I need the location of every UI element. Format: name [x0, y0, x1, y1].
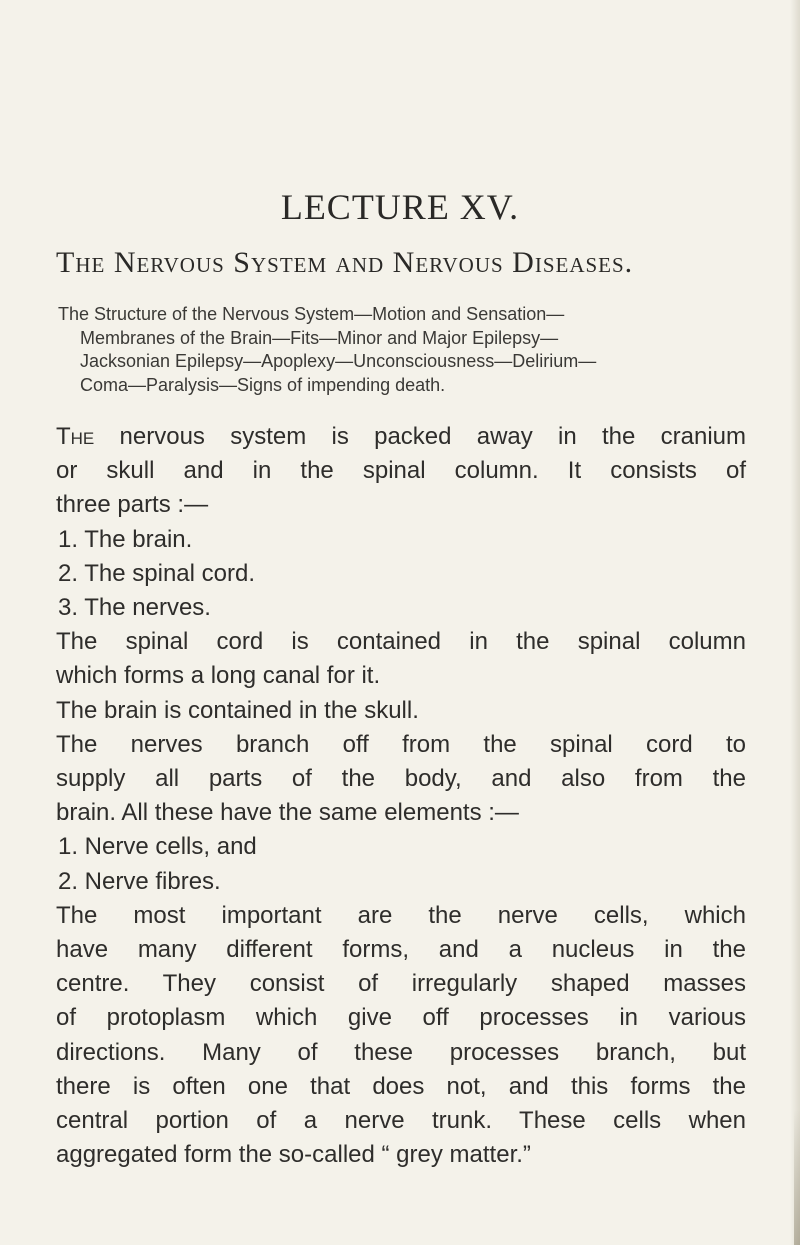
synopsis-line: Coma—Paralysis—Signs of impending death.	[80, 374, 446, 395]
list-item: 1. The brain.	[58, 525, 193, 553]
list-item: 3. The nerves.	[58, 594, 211, 622]
paragraph-line-text: nervous system is packed away in the cranium	[94, 423, 746, 450]
paragraph-line: three parts :—	[56, 491, 209, 519]
page-edge-shadow	[790, 0, 800, 1245]
paragraph-line: which forms a long canal for it.	[56, 662, 381, 690]
list-item: 1. Nerve cells, and	[58, 833, 257, 861]
paragraph-line: brain. All these have the same elements :—	[56, 799, 519, 827]
paragraph-line: aggregated form the so-called “ grey matter.”	[56, 1141, 531, 1169]
paragraph-line	[56, 420, 746, 454]
list-item: 2. The spinal cord.	[58, 559, 256, 587]
paragraph-line: or skull and in the spinal column. It consists of	[56, 457, 746, 485]
synopsis-line: Membranes of the Brain—Fits—Minor and Major Epilepsy—	[80, 327, 559, 348]
synopsis-line: Jacksonian Epilepsy—Apoplexy—Unconsciousness—Delirium—	[80, 351, 597, 371]
paragraph-line: The nerves branch off from the spinal cord to	[56, 730, 746, 758]
paragraph-line: The brain is contained in the skull.	[56, 696, 419, 724]
page-edge-stain	[794, 1110, 800, 1245]
list-item: 2. Nerve fibres.	[58, 867, 221, 895]
paragraph-line: central portion of a nerve trunk. These cells when	[56, 1107, 746, 1135]
paragraph-line: centre. They consist of irregularly shaped masses	[56, 970, 746, 998]
chapter-heading: The Nervous System and Nervous Diseases.	[56, 246, 634, 279]
lecture-title: LECTURE XV.	[280, 187, 520, 227]
paragraph-line: there is often one that does not, and this forms the	[56, 1072, 746, 1100]
paragraph-line: have many different forms, and a nucleus in the	[56, 936, 746, 964]
chapter-synopsis	[58, 303, 758, 397]
paragraph-line: of protoplasm which give off processes in various	[56, 1004, 746, 1032]
paragraph-line: The most important are the nerve cells, which	[56, 901, 746, 929]
synopsis-line: The Structure of the Nervous System—Motion and Sensation—	[58, 304, 565, 324]
paragraph-line: directions. Many of these processes branch, but	[56, 1038, 746, 1066]
paragraph-line: supply all parts of the body, and also from the	[56, 765, 746, 793]
paragraph-line: The spinal cord is contained in the spinal column	[56, 628, 746, 656]
body-text	[56, 420, 746, 1172]
lead-word: The	[56, 423, 95, 450]
